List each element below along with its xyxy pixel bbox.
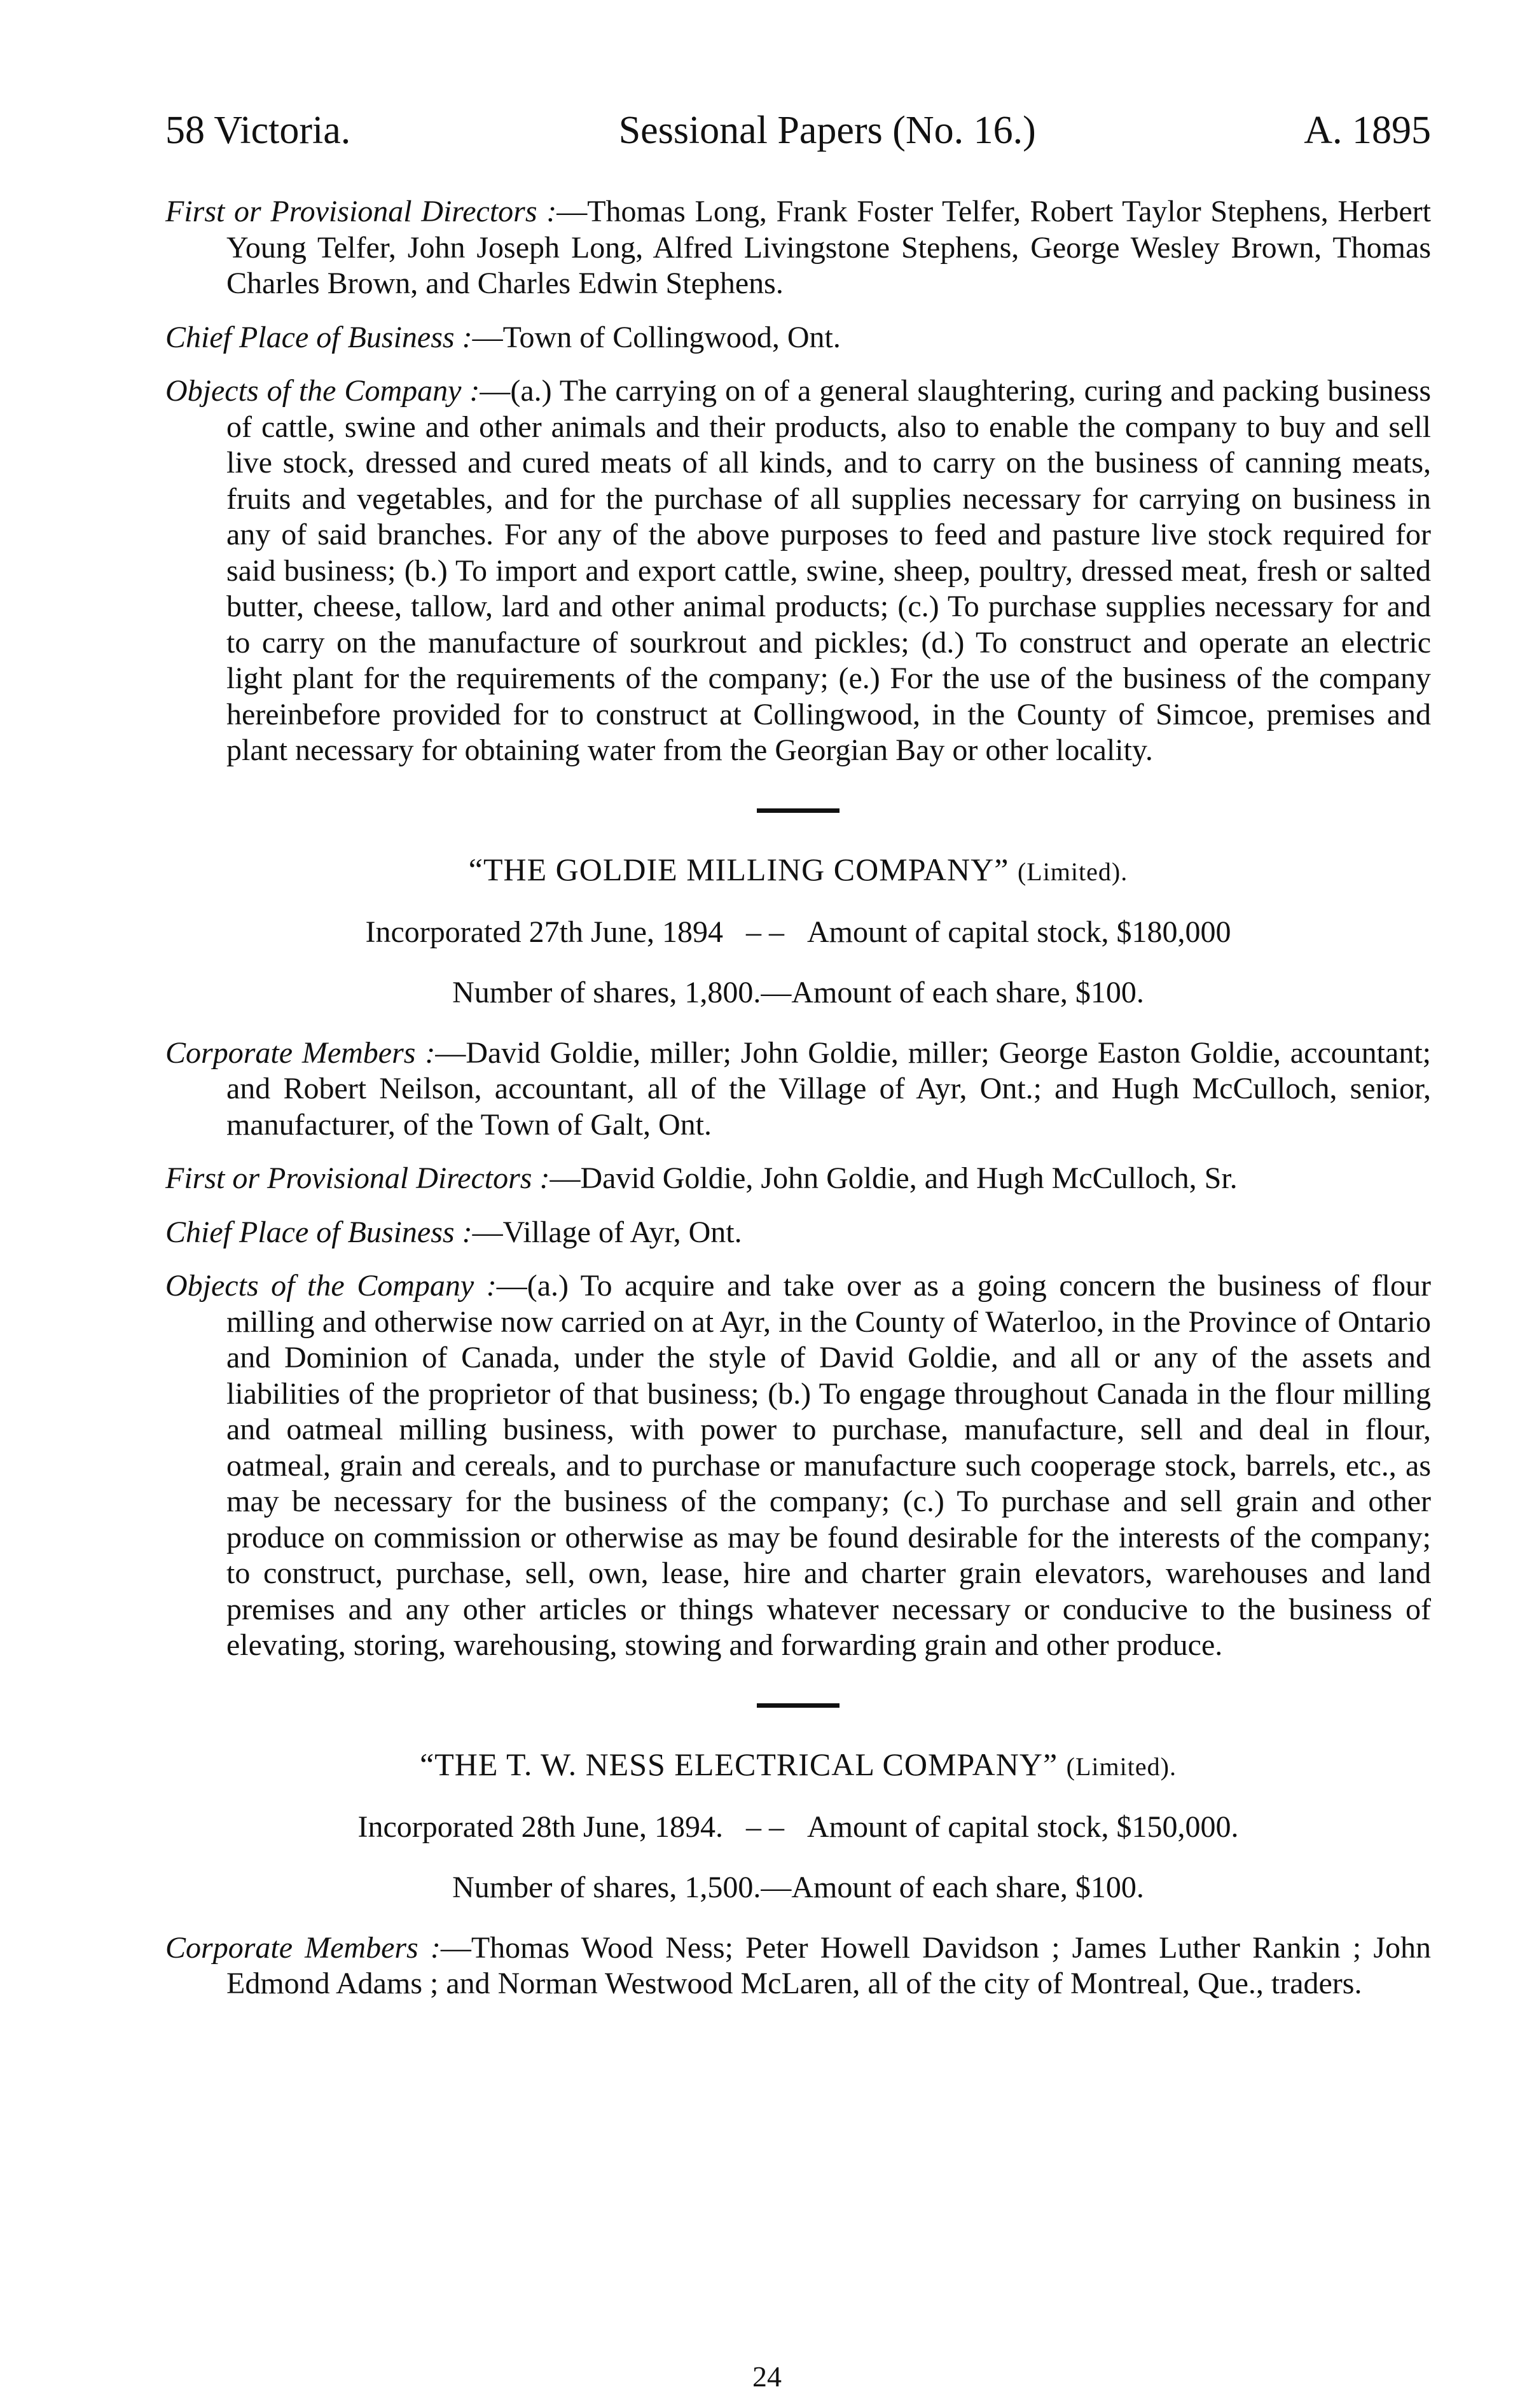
place-text: —Village of Ayr, Ont. <box>472 1215 742 1249</box>
section1-place-of-business <box>165 320 1431 356</box>
incorporation-line <box>165 915 1431 950</box>
directors-text: —David Goldie, John Goldie, and Hugh McCulloch, Sr. <box>549 1161 1238 1195</box>
shares-line: Number of shares, 1,800.—Amount of each share, $100. <box>452 975 1144 1009</box>
objects-label: Objects of the Company : <box>165 1269 497 1303</box>
objects-label: Objects of the Company : <box>165 374 480 408</box>
section2-directors <box>165 1161 1431 1197</box>
capital-stock: Amount of capital stock, $180,000 <box>806 915 1231 949</box>
page-header <box>165 108 1431 153</box>
company-name: “THE T. W. NESS ELECTRICAL COMPANY” <box>420 1746 1058 1782</box>
section3-members <box>165 1930 1431 2002</box>
header-series-title: Sessional Papers (No. 16.) <box>618 109 1036 152</box>
members-label: Corporate Members : <box>165 1930 441 1965</box>
document-page <box>165 108 1431 2020</box>
company-suffix: (Limited). <box>1017 857 1128 886</box>
section1-objects <box>165 373 1431 769</box>
shares-line: Number of shares, 1,500.—Amount of each share, $100. <box>452 1870 1144 1904</box>
section2-members <box>165 1035 1431 1144</box>
header-year: A. 1895 <box>1304 109 1431 152</box>
section-divider <box>757 808 840 813</box>
incorporated-date: Incorporated 27th June, 1894 <box>365 915 723 949</box>
section2-place-of-business <box>165 1215 1431 1251</box>
capital-stock: Amount of capital stock, $150,000. <box>806 1809 1239 1844</box>
members-text: —Thomas Wood Ness; Peter Howell Davidson ; James Luther Rankin ; John Edmond Adams ; and Norman Westwood McLaren, all of the city of Montreal, Que., traders. <box>226 1930 1431 2000</box>
dash-separator: – – <box>745 1809 784 1844</box>
dash-separator: – – <box>745 915 784 949</box>
section1-directors <box>165 194 1431 302</box>
place-label: Chief Place of Business : <box>165 320 473 354</box>
incorporation-line <box>165 1809 1431 1844</box>
company-title-ness <box>165 1746 1431 1783</box>
company-title-goldie <box>165 851 1431 888</box>
company-name: “THE GOLDIE MILLING COMPANY” <box>468 851 1009 887</box>
company-suffix: (Limited). <box>1066 1752 1177 1781</box>
section2-objects <box>165 1268 1431 1664</box>
section-divider <box>757 1703 840 1708</box>
members-text: —David Goldie, miller; John Goldie, miller; George Easton Goldie, accountant; and Robert Neilson, accountant, all of the Village of Ayr, Ont.; and Hugh McCulloch, senior, manufacturer, of the Town of Galt, Ont. <box>226 1035 1431 1142</box>
header-volume: 58 Victoria. <box>165 109 351 152</box>
place-label: Chief Place of Business : <box>165 1215 473 1249</box>
directors-label: First or Provisional Directors : <box>165 1161 550 1195</box>
objects-text: —(a.) To acquire and take over as a going concern the business of flour milling and otherwise now carried on at Ayr, in the County of Waterloo, in the Province of Ontario and Dominion of Canada, under the style of David Goldie, and all or any of the assets and liabilities of the proprietor of that business; (b.) To engage throughout Canada in the flour milling and oatmeal milling business, with power to purchase, manufacture, sell and deal in flour, oatmeal, grain and cereals, and to purchase or manufacture such cooperage stock, barrels, etc., as may be necessary for the business of the company; (c.) To purchase and sell grain and other produce on commission or otherwise as may be found desirable for the interests of the company; to construct, purchase, sell, own, lease, hire and charter grain elevators, warehouses and land premises and any other articles or things whatever necessary or conducive to the business of elevating, storing, warehousing, stowing and forwarding grain and other produce. <box>226 1269 1432 1662</box>
place-text: —Town of Collingwood, Ont. <box>472 320 841 354</box>
directors-label: First or Provisional Directors : <box>165 195 557 228</box>
objects-text: —(a.) The carrying on of a general slaughtering, curing and packing business of cattle, swine and other animals and their products, also to enable the company to buy and sell live stock, dressed and cured meats of all kinds, and to carry on the business of canning meats, fruits and vegetables, and for the purchase of all supplies necessary for carrying on business in any of said branches. For any of the above purposes to feed and pasture live stock required for said business; (b.) To import and export cattle, swine, sheep, poultry, dressed meat, fresh or salted butter, cheese, tallow, lard and other animal products; (c.) To purchase supplies necessary for and to carry on the manufacture of sourkrout and pickles; (d.) To construct and operate an electric light plant for the requirements of the company; (e.) For the use of the business of the company hereinbefore provided for to construct at Collingwood, in the County of Simcoe, premises and plant necessary for obtaining water from the Georgian Bay or other locality. <box>226 374 1431 767</box>
directors-text: —Thomas Long, Frank Foster Telfer, Robert Taylor Stephens, Herbert Young Telfer, John Joseph Long, Alfred Livingstone Stephens, George Wesley Brown, Thomas Charles Brown, and Charles Edwin Stephens. <box>226 195 1431 300</box>
members-label: Corporate Members : <box>165 1035 436 1070</box>
incorporated-date: Incorporated 28th June, 1894. <box>357 1809 723 1844</box>
page-number: 24 <box>752 2360 782 2393</box>
